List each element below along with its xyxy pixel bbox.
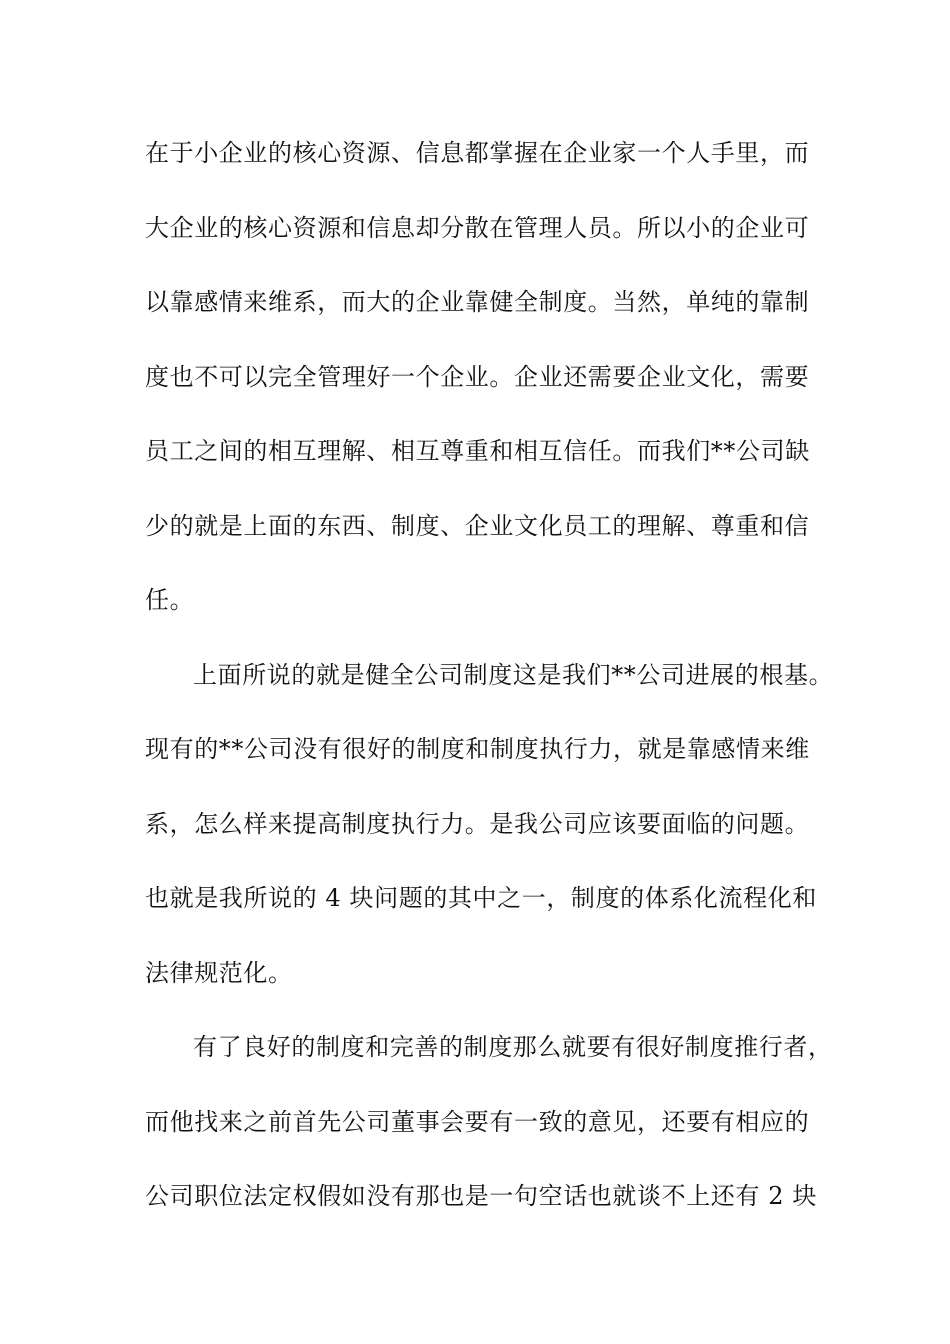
text-line: 度也不可以完全管理好一个企业。企业还需要企业文化，需要: [145, 362, 810, 391]
text-line: 员工之间的相互理解、相互尊重和相互信任。而我们**公司缺: [145, 437, 810, 465]
text-line: 少的就是上面的东西、制度、企业文化员工的理解、尊重和信: [145, 511, 810, 540]
text-line: 在于小企业的核心资源、信息都掌握在企业家一个人手里，而: [145, 139, 810, 167]
text-line: 以靠感情来维系，而大的企业靠健全制度。当然，单纯的靠制: [145, 288, 810, 316]
document-body: [145, 130, 834, 1248]
text-line: 大企业的核心资源和信息却分散在管理人员。所以小的企业可: [145, 213, 810, 242]
paragraph-first-line: 有了良好的制度和完善的制度那么就要有很好制度推行者，: [193, 1033, 833, 1061]
paragraph-first-line: 上面所说的就是健全公司制度这是我们**公司进展的根基。: [193, 660, 834, 689]
text-line: 法律规范化。: [145, 958, 293, 987]
text-line: 而他找来之前首先公司董事会要有一致的意见，还要有相应的: [145, 1107, 810, 1136]
text-line: 现有的**公司没有很好的制度和制度执行力，就是靠感情来维: [145, 735, 810, 763]
text-line: 公司职位法定权假如没有那也是一句空话也就谈不上还有 2 块: [145, 1182, 817, 1210]
text-line: 也就是我所说的 4 块问题的其中之一，制度的体系化流程化和: [145, 884, 817, 912]
text-line: 系，怎么样来提高制度执行力。是我公司应该要面临的问题。: [145, 809, 810, 838]
text-line: 任。: [145, 586, 195, 614]
